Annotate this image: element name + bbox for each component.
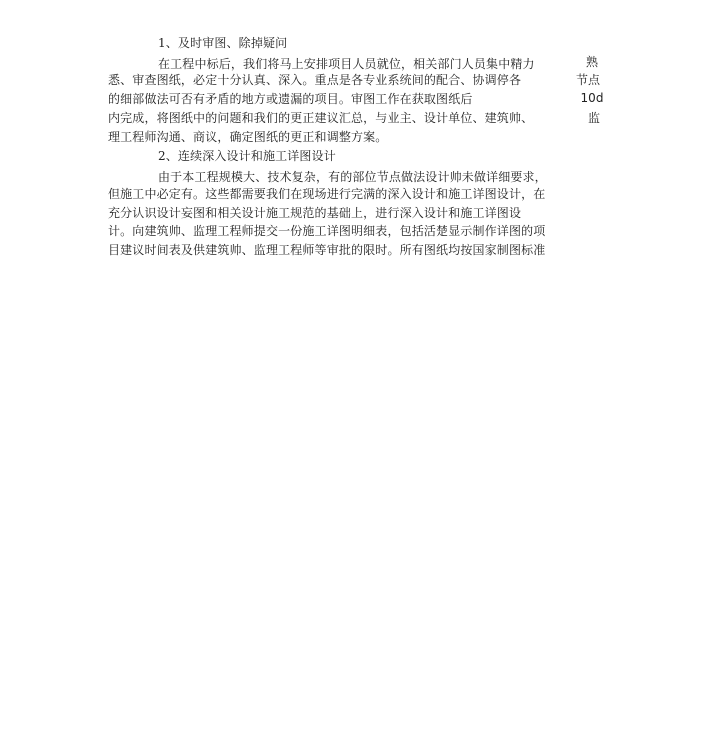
section2-paragraph-line: 但施工中必定有。这些都需要我们在现场进行完满的深入设计和施工详图设计，在 [108,187,546,201]
section2-paragraph-line: 目建议时间表及供建筑帅、监理工程师等审批的限时。所有图纸均按国家制图标准 [108,243,546,257]
section1-paragraph-line: 内完成，将图纸中的问题和我们的更正建议汇总，与业主、设计单位、建筑帅、 [108,111,534,125]
side-note: 熟 [585,55,598,69]
section1-paragraph-line: 悉、审查图纸，必定十分认真、深入。重点是各专业系统间的配合、协调停各 [108,73,522,87]
side-note: 10d [580,91,604,105]
section2-paragraph-line: 充分认识设计妄图和相关设计施工规范的基础上，进行深入设计和施工详图设 [108,206,522,220]
section2-paragraph-line: 计。向建筑帅、监理工程师提交一份施工详图明细表，包括活楚显示制作详图的项 [108,224,546,238]
side-note: 监 [587,111,600,125]
section1-heading: 1、及时审图、除掉疑问 [158,36,288,50]
side-note: 节点 [575,73,600,87]
section1-paragraph-line: 在工程中标后，我们将马上安排项目人员就位，相关部门人员集中精力 [158,57,535,71]
section1-paragraph-line: 理工程师沟通、商议，确定图纸的更正和调整方案。 [108,130,388,144]
section2-heading: 2、连续深入设计和施工详图设计 [158,149,336,163]
section2-paragraph-line: 由于本工程规模大、技术复杂，有的部位节点做法设计帅未做详细要求， [158,170,547,184]
section1-paragraph-line: 的细部做法可否有矛盾的地方或遗漏的项目。审图工作在获取图纸后 [108,92,473,106]
